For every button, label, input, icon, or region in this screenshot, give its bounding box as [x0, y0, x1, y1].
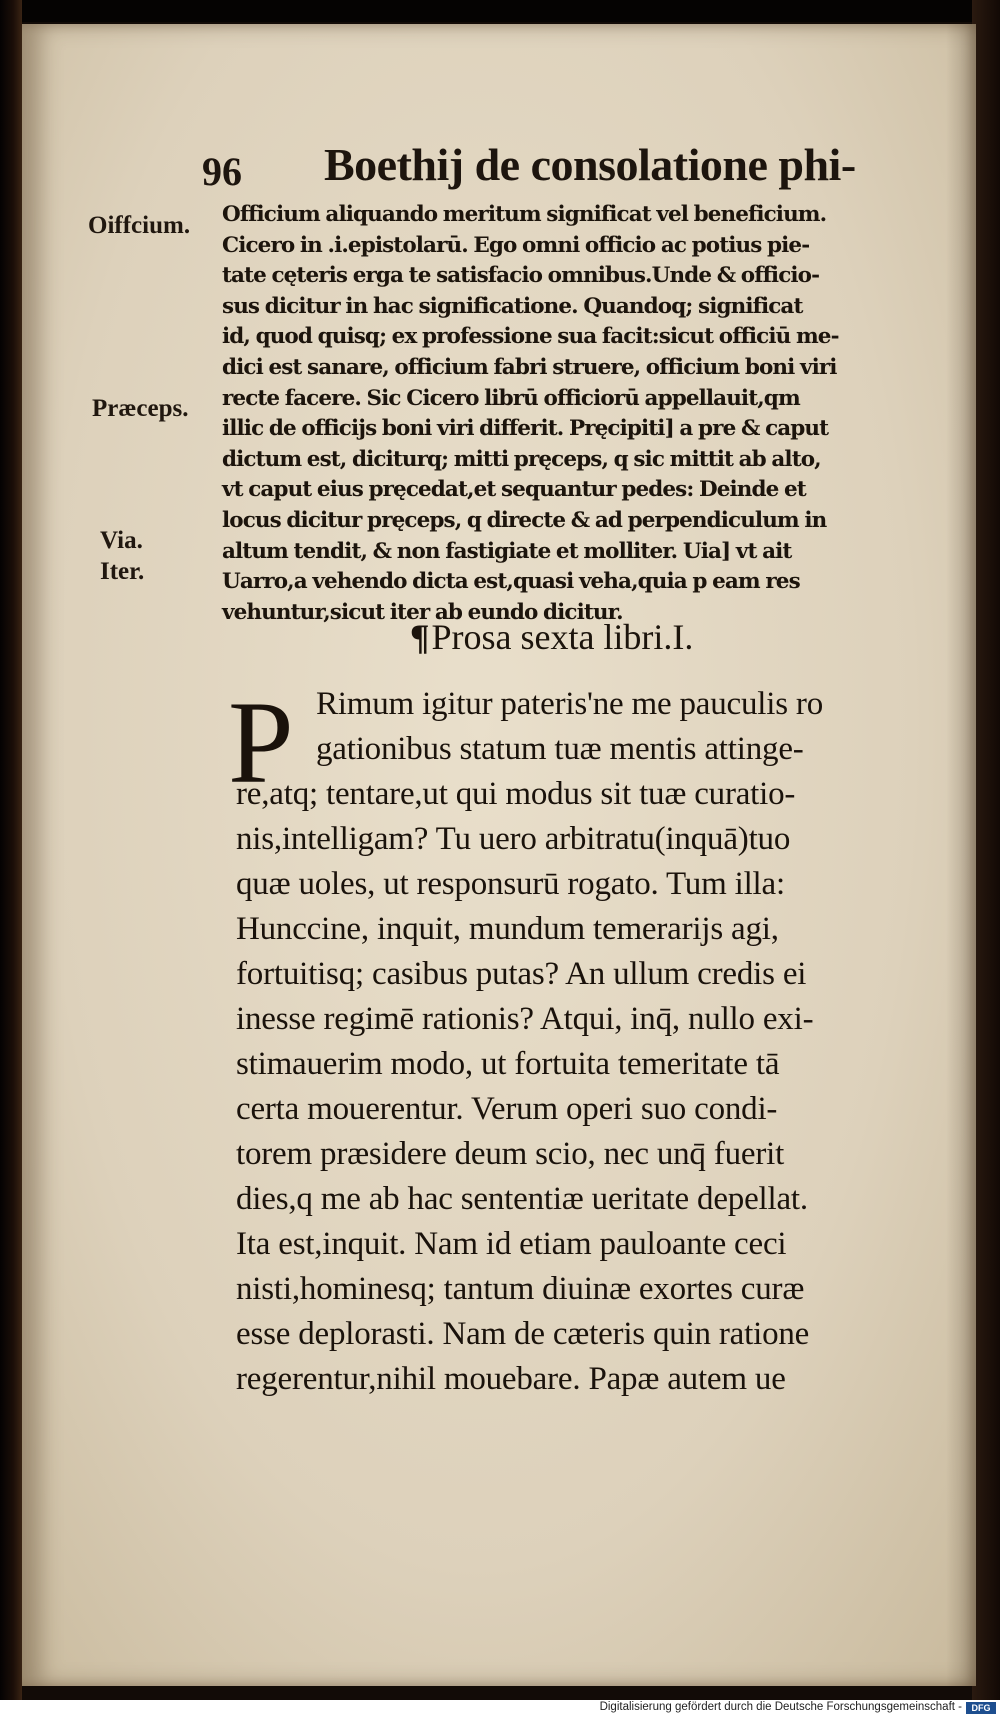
- commentary-block: [222, 200, 927, 628]
- prose-line: Ita est,inquit. Nam id etiam pauloante ceci: [236, 1226, 787, 1262]
- prose-line: regerentur,nihil mouebare. Papæ autem ue: [236, 1361, 786, 1397]
- prose-line: inesse regimē rationis? Atqui, inq̄, nullo exi-: [236, 1001, 814, 1037]
- prose-line: Hunccine, inquit, mundum temerarijs agi,: [236, 911, 779, 947]
- marginal-note-praeceps: Præceps.: [92, 395, 189, 422]
- section-heading-text: Prosa sexta libri.I.: [431, 617, 694, 657]
- book-spine-edge: [0, 0, 22, 1700]
- commentary-line: dici est sanare, officium fabri struere, officium boni viri: [222, 354, 837, 380]
- prose-line: dies,q me ab hac sententiæ ueritate depellat.: [236, 1181, 808, 1217]
- dfg-logo: DFG: [966, 1702, 996, 1714]
- drop-cap: P: [228, 677, 294, 808]
- prose-line: gationibus statum tuæ mentis attinge-: [316, 731, 804, 767]
- marginal-note-iter: Iter.: [100, 558, 145, 585]
- scan-top-edge: [0, 0, 1000, 22]
- prose-line: re,atq; tentare,ut qui modus sit tuæ curatio-: [236, 776, 796, 812]
- commentary-line: dictum est, diciturq; mitti pręceps, q sic mittit ab alto,: [222, 446, 821, 472]
- pilcrow-icon: ¶: [410, 617, 430, 657]
- page-header: [202, 138, 922, 196]
- prose-line: esse deplorasti. Nam de cæteris quin ratione: [236, 1316, 810, 1352]
- prose-line: nisti,hominesq; tantum diuinæ exortes curæ: [236, 1271, 805, 1307]
- commentary-line: Officium aliquando meritum significat vel beneficium.: [222, 202, 827, 227]
- prose-line: fortuitisq; casibus putas? An ullum credis ei: [236, 956, 807, 992]
- page-number: 96: [202, 149, 242, 194]
- section-heading: [410, 616, 693, 658]
- running-head: Boethij de consolatione phi-: [324, 139, 856, 190]
- commentary-line: id, quod quisq; ex professione sua facit:sicut officiū me-: [222, 324, 839, 350]
- commentary-line: locus dicitur pręceps, q directe & ad perpendiculum in: [222, 507, 827, 533]
- prose-line: torem præsidere deum scio, nec unq̄ fuerit: [236, 1136, 785, 1172]
- commentary-line: vt caput eius pręcedat,et sequantur pedes: Deinde et: [222, 477, 806, 503]
- funding-credit: Digitalisierung gefördert durch die Deutsche Forschungsgemeinschaft -: [599, 1701, 962, 1713]
- prose-line: stimauerim modo, ut fortuita temeritate tā: [236, 1046, 780, 1082]
- commentary-line: recte facere. Sic Cicero librū officiorū appellauit,qm: [222, 385, 800, 411]
- commentary-line: illic de officijs boni viri differit. Pręcipiti] a pre & caput: [222, 416, 829, 442]
- commentary-line: altum tendit, & non fastigiate et molliter. Uia] vt ait: [222, 538, 792, 564]
- prose-line: quæ uoles, ut responsurū rogato. Tum illa:: [236, 866, 785, 902]
- commentary-line: sus dicitur in hac significatione. Quandoq; significat: [222, 293, 803, 319]
- page-fold-shadow: [946, 24, 976, 1686]
- prose-line: nis,intelligam? Tu uero arbitratu(inquā)tuo: [236, 821, 791, 857]
- marginal-note-via: Via.: [100, 527, 143, 554]
- scan-right-edge: [972, 0, 1000, 1700]
- commentary-line: Uarro,a vehendo dicta est,quasi veha,quia p eam res: [222, 569, 800, 595]
- prose-line: certa mouerentur. Verum operi suo condi-: [236, 1091, 778, 1127]
- prose-text-block: [236, 682, 936, 1402]
- commentary-line: vehuntur,sicut iter ab eundo dicitur.: [222, 599, 623, 625]
- footer-credit-bar: [0, 1700, 1000, 1717]
- commentary-line: tate cęteris erga te satisfacio omnibus.Unde & officio-: [222, 263, 820, 289]
- marginal-note-officium: Oiffcium.: [88, 212, 191, 239]
- prose-line: Rimum igitur pateris'ne me pauculis ro: [316, 686, 823, 722]
- commentary-line: Cicero in .i.epistolarū. Ego omni officio ac potius pie-: [222, 232, 810, 258]
